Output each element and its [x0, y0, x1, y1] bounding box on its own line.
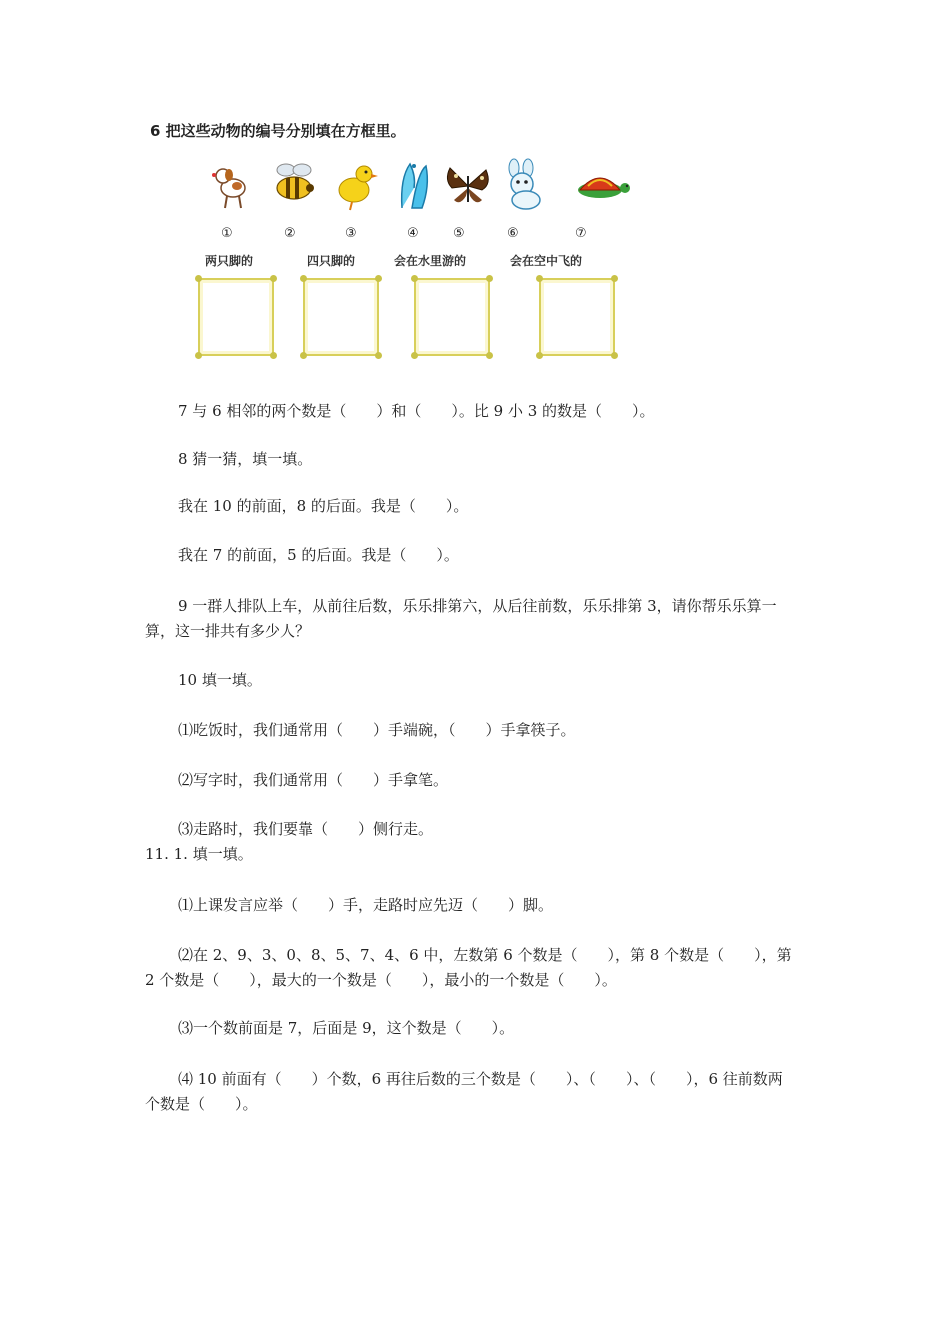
question-11-item-1: ⑴上课发言应举（ ）手，走路时应先迈（ ）脚。: [178, 896, 554, 914]
answer-box-four-legs[interactable]: [303, 278, 379, 356]
question-7: 7 与 6 相邻的两个数是（ ）和（ ）。比 9 小 3 的数是（ ）。: [178, 402, 655, 420]
answer-box-fly[interactable]: [539, 278, 615, 356]
bee-icon: [268, 158, 320, 214]
animal-number-6: ⑥: [507, 226, 519, 241]
question-11-item-3: ⑶一个数前面是 7，后面是 9，这个数是（ ）。: [178, 1019, 515, 1037]
animal-number-4: ④: [407, 226, 419, 241]
rabbit-icon: [498, 158, 550, 214]
snail-icon: [392, 158, 444, 214]
question-11-item-2: ⑵在 2、9、3、0、8、5、7、4、6 中，左数第 6 个数是（ ），第 8 个数是（ ），第 2 个数是（ ），最大的一个数是（ ），最小的一个数是（ ）。: [145, 946, 792, 989]
animal-number-5: ⑤: [453, 226, 465, 241]
butterfly-icon: [442, 158, 494, 214]
animal-number-7: ⑦: [575, 226, 587, 241]
category-swim: 会在水里游的: [394, 254, 467, 268]
question-10-item-2: ⑵写字时，我们通常用（ ）手拿笔。: [178, 771, 449, 789]
dog-icon: [205, 158, 257, 214]
animal-number-1: ①: [221, 226, 233, 241]
category-fly: 会在空中飞的: [510, 254, 583, 268]
question-11-title: 11. 1. 填一填。: [145, 845, 253, 863]
question-6-title: 6 把这些动物的编号分别填在方框里。: [150, 122, 406, 140]
question-10-item-1: ⑴吃饭时，我们通常用（ ）手端碗，（ ）手拿筷子。: [178, 721, 576, 739]
animal-number-3: ③: [345, 226, 357, 241]
question-8-title: 8 猜一猜，填一填。: [178, 450, 313, 468]
answer-box-two-legs[interactable]: [198, 278, 274, 356]
question-10-item-3: ⑶走路时，我们要靠（ ）侧行走。: [178, 820, 434, 838]
question-9: 9 一群人排队上车，从前往后数，乐乐排第六，从后往前数，乐乐排第 3，请你帮乐乐算一算，这一排共有多少人？: [145, 597, 777, 640]
question-10-title: 10 填一填。: [178, 671, 262, 689]
question-11-item-4: ⑷ 10 前面有（ ）个数，6 再往后数的三个数是（ ）、（ ）、（ ），6 往前数两个数是（ ）。: [145, 1070, 783, 1113]
turtle-icon: [570, 158, 632, 214]
chick-icon: [330, 158, 382, 214]
question-8-line-1: 我在 10 的前面，8 的后面。我是（ ）。: [178, 497, 469, 515]
animal-number-2: ②: [284, 226, 296, 241]
category-four-legs: 四只脚的: [307, 254, 356, 268]
question-8-line-2: 我在 7 的前面，5 的后面。我是（ ）。: [178, 546, 459, 564]
category-two-legs: 两只脚的: [205, 254, 254, 268]
answer-box-swim[interactable]: [414, 278, 490, 356]
